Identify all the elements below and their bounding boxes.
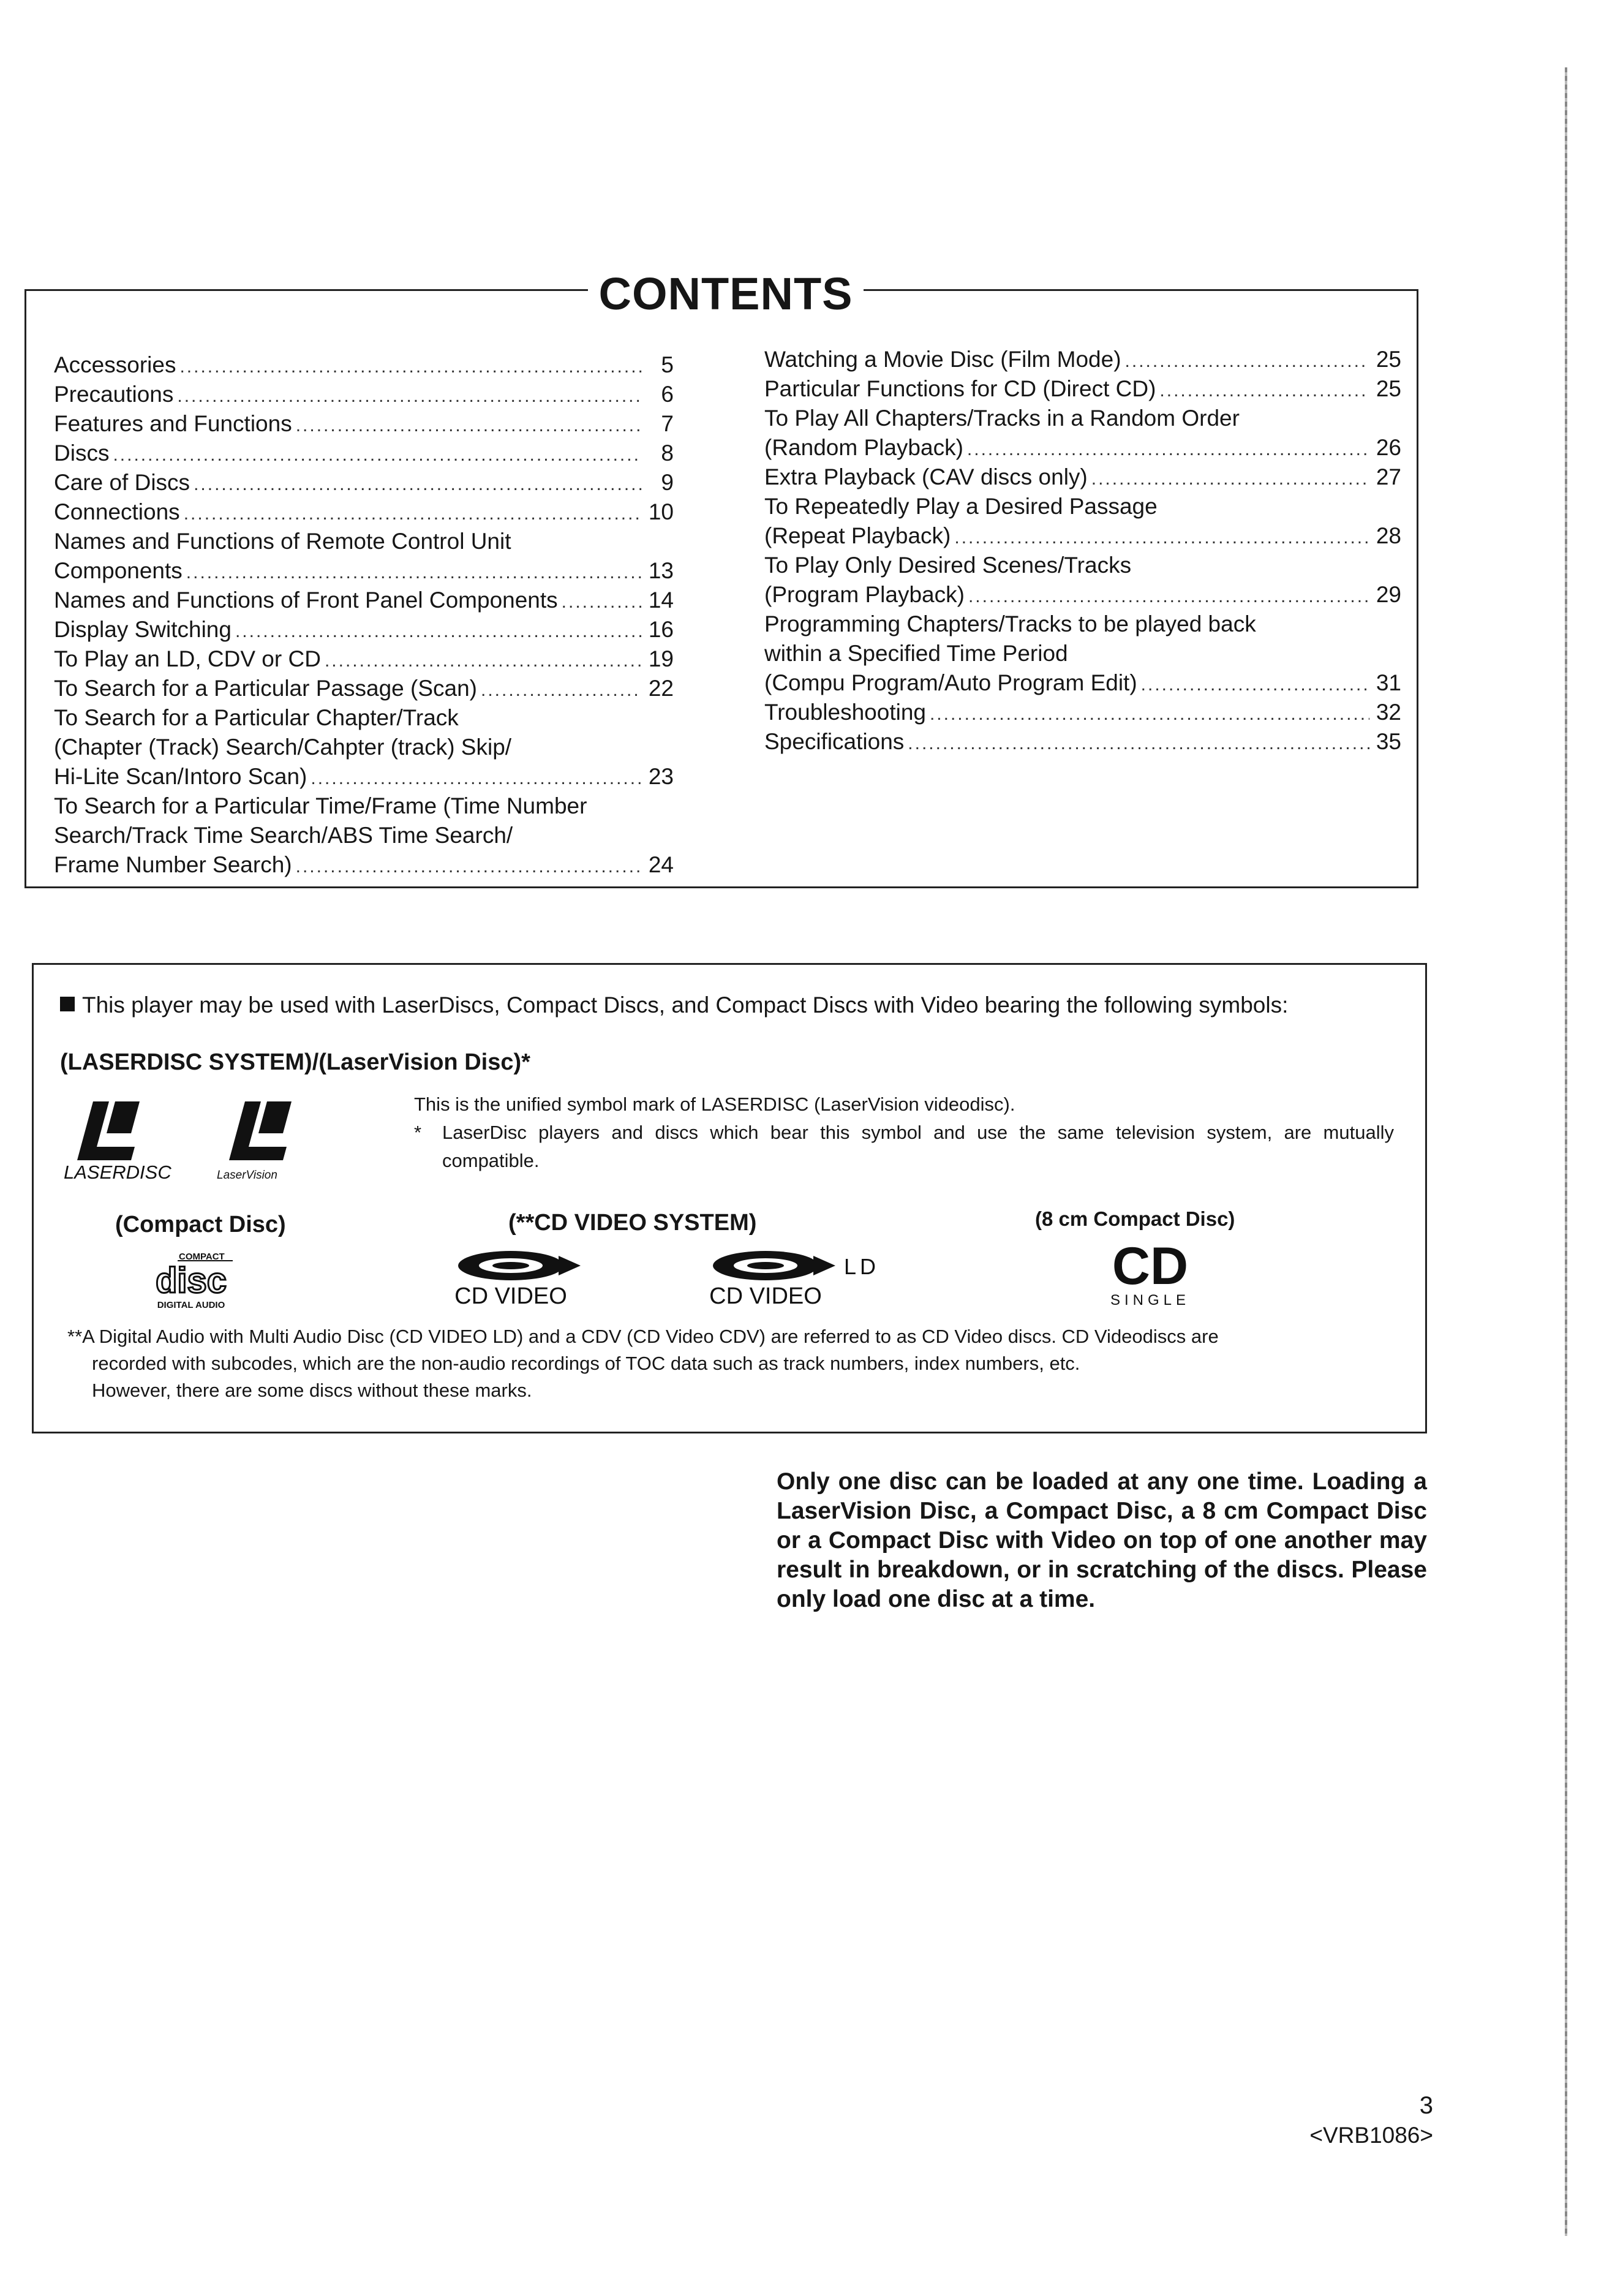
toc-entry-title: Search/Track Time Search/ABS Time Search/ <box>54 823 513 848</box>
toc-leader-dots <box>177 382 642 411</box>
toc-entry <box>54 615 674 644</box>
toc-entry-title: To Search for a Particular Chapter/Track <box>54 705 459 730</box>
toc-entry-title: (Chapter (Track) Search/Cahpter (track) Skip/ <box>54 734 512 760</box>
toc-entry-title: Programming Chapters/Tracks to be played back <box>764 611 1256 636</box>
toc-entry-title: Extra Playback (CAV discs only) <box>764 464 1088 489</box>
toc-leader-dots <box>481 676 642 705</box>
toc-leader-dots <box>1125 347 1369 376</box>
toc-entry-title: Precautions <box>54 382 174 407</box>
toc-leader-dots <box>562 587 642 617</box>
toc-entry-title: Accessories <box>54 352 176 377</box>
cd-video-footnote <box>67 1323 1390 1404</box>
toc-leader-dots <box>179 352 642 382</box>
laserdisc-logo-icon <box>61 1097 208 1182</box>
toc-entry <box>54 821 674 850</box>
toc-entry-title: Troubleshooting <box>764 700 926 725</box>
bullet-square-icon <box>60 997 75 1011</box>
contents-title: CONTENTS <box>588 270 864 319</box>
toc-entry-title: Names and Functions of Front Panel Components <box>54 587 558 613</box>
toc-entry-title: To Search for a Particular Passage (Scan) <box>54 676 477 701</box>
toc-entry-page: 14 <box>648 587 674 613</box>
cd-single-logo-icon <box>1101 1237 1199 1311</box>
compact-disc-logo <box>142 1250 240 1311</box>
toc-entry <box>54 556 674 586</box>
toc-entry <box>54 762 674 791</box>
toc-leader-dots <box>1091 464 1369 494</box>
cd-video-logo <box>439 1242 586 1310</box>
toc-entry-title: Particular Functions for CD (Direct CD) <box>764 376 1156 401</box>
cd-single-logo <box>1101 1237 1199 1311</box>
toc-entry <box>54 703 674 733</box>
toc-entry <box>54 644 674 674</box>
toc-entry <box>764 727 1401 757</box>
toc-entry-title: Frame Number Search) <box>54 852 292 877</box>
toc-entry <box>764 492 1401 521</box>
toc-entry <box>54 733 674 762</box>
scan-edge-line <box>1565 67 1567 2236</box>
toc-entry-title: Hi-Lite Scan/Intoro Scan) <box>54 764 307 789</box>
toc-right-column <box>764 345 1401 757</box>
cd-video-ld-logo-icon <box>693 1242 889 1310</box>
toc-entry-page: 27 <box>1376 464 1401 489</box>
toc-entry-page: 8 <box>661 440 674 466</box>
toc-leader-dots <box>325 646 642 676</box>
toc-entry-title: To Play All Chapters/Tracks in a Random Order <box>764 406 1240 431</box>
symbols-intro-text: This player may be used with LaserDiscs, Compact Discs, and Compact Discs with Video bearing the following symbols: <box>82 992 1289 1018</box>
toc-entry-title: Specifications <box>764 729 905 754</box>
cd-video-ld-logo-caption: CD VIDEO <box>709 1283 822 1309</box>
cd-single-logo-caption: SINGLE <box>1110 1292 1191 1308</box>
toc-entry <box>764 639 1401 668</box>
toc-entry-page: 25 <box>1376 376 1401 401</box>
toc-leader-dots <box>311 764 642 793</box>
toc-entry-title: To Repeatedly Play a Desired Passage <box>764 494 1158 519</box>
toc-leader-dots <box>1159 376 1369 406</box>
toc-entry-page: 13 <box>648 558 674 583</box>
toc-entry <box>764 345 1401 374</box>
cd-video-ld-logo-ld-text: LD <box>844 1254 880 1279</box>
toc-entry-page: 9 <box>661 470 674 495</box>
toc-entry-title: To Play an LD, CDV or CD <box>54 646 321 671</box>
toc-entry <box>764 610 1401 639</box>
toc-leader-dots <box>113 440 642 470</box>
toc-entry-title: Care of Discs <box>54 470 190 495</box>
toc-entry-title: (Repeat Playback) <box>764 523 951 548</box>
toc-entry-title: To Search for a Particular Time/Frame (Time Number <box>54 793 587 818</box>
laserdisc-heading: (LASERDISC SYSTEM)/(LaserVision Disc)* <box>60 1049 530 1075</box>
toc-entry <box>54 380 674 409</box>
toc-entry <box>764 374 1401 404</box>
toc-entry <box>764 580 1401 610</box>
single-disc-warning: Only one disc can be loaded at any one time. Loading a LaserVision Disc, a Compact Disc, a 8 cm Compact Disc or a Compact Disc with Video on top of one another may result in breakdown, or in scratching of the discs. Please only load one disc at a time. <box>777 1468 1427 1612</box>
laserdisc-note-item <box>414 1119 1394 1175</box>
toc-entry-title: Names and Functions of Remote Control Unit <box>54 529 511 554</box>
toc-entry <box>54 674 674 703</box>
toc-entry <box>764 551 1401 580</box>
cd-video-ld-logo <box>693 1242 889 1310</box>
toc-entry-page: 22 <box>648 676 674 701</box>
toc-entry <box>764 404 1401 433</box>
toc-entry <box>764 521 1401 551</box>
toc-entry <box>764 433 1401 463</box>
asterisk-marker: * <box>414 1122 422 1143</box>
toc-entry <box>764 668 1401 698</box>
cd-single-heading: (8 cm Compact Disc) <box>1035 1207 1235 1230</box>
toc-entry <box>54 850 674 880</box>
toc-entry-page: 31 <box>1376 670 1401 695</box>
toc-entry-page: 19 <box>648 646 674 671</box>
laserdisc-note <box>414 1090 1394 1175</box>
toc-entry-page: 29 <box>1376 582 1401 607</box>
toc-entry-page: 26 <box>1376 435 1401 460</box>
laserdisc-note-line-1: This is the unified symbol mark of LASERDISC (LaserVision videodisc). <box>414 1093 1015 1115</box>
toc-entry-page: 16 <box>648 617 674 642</box>
cd-logo-digital-audio-text: DIGITAL AUDIO <box>157 1300 225 1310</box>
laservision-logo-caption: LaserVision <box>217 1169 277 1182</box>
document-code: <VRB1086> <box>1309 2123 1433 2148</box>
toc-entry <box>764 698 1401 727</box>
toc-entry <box>54 527 674 556</box>
compact-disc-heading: (Compact Disc) <box>115 1212 286 1237</box>
toc-leader-dots <box>194 470 642 499</box>
laservision-logo-icon <box>213 1097 323 1182</box>
laserdisc-logo <box>61 1097 208 1182</box>
symbols-intro <box>60 991 1288 1020</box>
toc-entry-title: Components <box>54 558 183 583</box>
toc-leader-dots <box>235 617 642 646</box>
toc-entry-page: 24 <box>648 852 674 877</box>
toc-entry-title: Watching a Movie Disc (Film Mode) <box>764 347 1121 372</box>
footnote-line-3: However, there are some discs without these marks. <box>92 1380 532 1401</box>
toc-entry <box>54 350 674 380</box>
toc-entry-title: (Program Playback) <box>764 582 965 607</box>
toc-entry <box>54 586 674 615</box>
toc-entry-page: 10 <box>648 499 674 524</box>
laserdisc-note-line-2: LaserDisc players and discs which bear this symbol and use the same television system, are mutually compatible. <box>442 1122 1394 1171</box>
toc-leader-dots <box>1141 670 1369 700</box>
toc-entry-page: 32 <box>1376 700 1401 725</box>
toc-leader-dots <box>908 729 1369 758</box>
cd-video-logo-caption: CD VIDEO <box>454 1283 567 1309</box>
toc-leader-dots <box>930 700 1369 729</box>
cd-video-logo-icon <box>439 1242 586 1310</box>
toc-entry <box>764 463 1401 492</box>
toc-leader-dots <box>186 558 642 587</box>
toc-entry-title: To Play Only Desired Scenes/Tracks <box>764 553 1132 578</box>
page-number: 3 <box>1419 2092 1433 2119</box>
toc-leader-dots <box>967 435 1369 464</box>
toc-entry-page: 7 <box>661 411 674 436</box>
toc-entry-title: (Random Playback) <box>764 435 963 460</box>
toc-leader-dots <box>968 582 1369 611</box>
cd-single-logo-cd-text: CD <box>1112 1237 1189 1296</box>
footnote-line-2: recorded with subcodes, which are the non-audio recordings of TOC data such as track numbers, index numbers, etc. <box>92 1353 1080 1374</box>
toc-entry-page: 6 <box>661 382 674 407</box>
footnote-line-1: **A Digital Audio with Multi Audio Disc (CD VIDEO LD) and a CDV (CD Video CDV) are referred to as CD Video discs. CD Videodiscs are <box>67 1326 1219 1347</box>
toc-entry-page: 28 <box>1376 523 1401 548</box>
toc-entry-title: Discs <box>54 440 110 466</box>
toc-left-column <box>54 350 674 880</box>
toc-entry <box>54 468 674 497</box>
compact-disc-logo-icon <box>142 1250 240 1311</box>
toc-entry-page: 23 <box>648 764 674 789</box>
cd-logo-disc-text: disc <box>155 1261 227 1301</box>
toc-entry <box>54 497 674 527</box>
toc-entry-title: (Compu Program/Auto Program Edit) <box>764 670 1137 695</box>
toc-entry-title: Features and Functions <box>54 411 292 436</box>
toc-entry-title: within a Specified Time Period <box>764 641 1068 666</box>
toc-entry <box>54 791 674 821</box>
toc-entry-page: 25 <box>1376 347 1401 372</box>
toc-leader-dots <box>296 411 642 440</box>
cd-video-heading: (**CD VIDEO SYSTEM) <box>508 1210 757 1236</box>
cd-logo-compact-text: COMPACT <box>179 1252 225 1262</box>
laserdisc-logo-caption: LASERDISC <box>64 1161 171 1182</box>
toc-entry <box>54 409 674 439</box>
toc-entry-page: 35 <box>1376 729 1401 754</box>
toc-entry <box>54 439 674 468</box>
toc-entry-title: Connections <box>54 499 180 524</box>
toc-leader-dots <box>184 499 642 529</box>
laservision-logo <box>213 1097 323 1182</box>
toc-leader-dots <box>296 852 642 882</box>
toc-entry-title: Display Switching <box>54 617 232 642</box>
toc-leader-dots <box>954 523 1369 553</box>
toc-entry-page: 5 <box>661 352 674 377</box>
